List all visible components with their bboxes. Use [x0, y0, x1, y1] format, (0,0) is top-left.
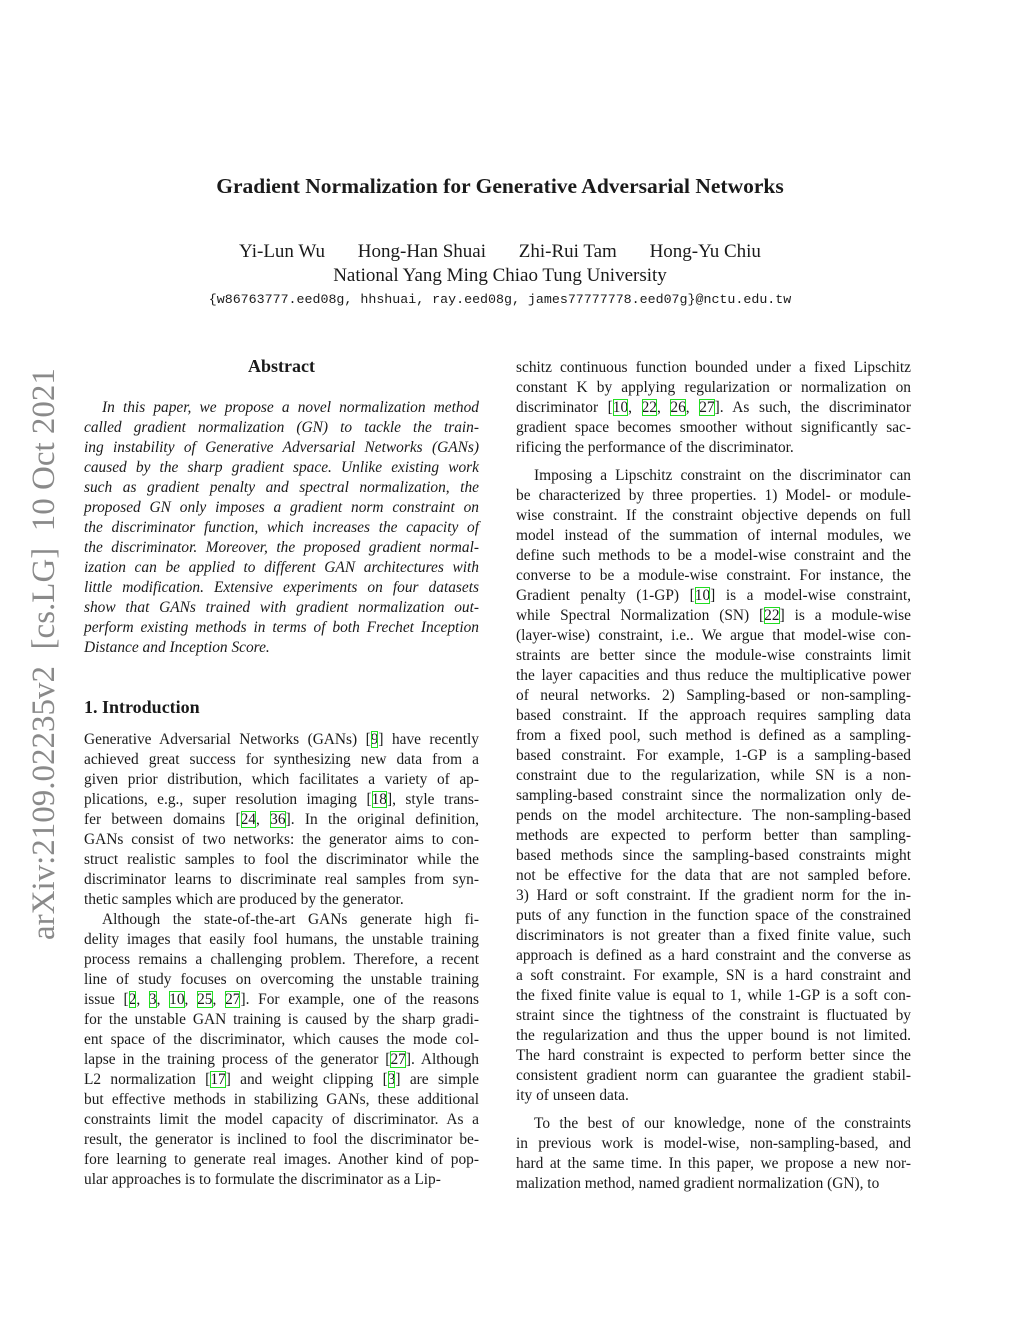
text-line: schitz continuous function bounded under a fixed Lipschitz [516, 359, 911, 376]
text-line: a soft constraint. For example, SN is a hard constraint and [516, 967, 911, 984]
text-line: To the best of our knowledge, none of the constraints [534, 1115, 911, 1132]
author: Yi-Lun Wu [239, 241, 326, 262]
text-line: while Spectral Normalization (SN) [22] is a module-wise [516, 607, 911, 624]
text-line: the layer capacities and thus reduce the multiplicative power [516, 667, 911, 684]
text-line: little modification. Extensive experiments on four datasets [84, 579, 479, 596]
author-emails: {w86763777.eed08g, hhshuai, ray.eed08g, james77777778.eed07g}@nctu.edu.tw [208, 292, 792, 307]
body-paragraph [516, 466, 911, 1106]
author-list [0, 241, 1000, 263]
text-line: Distance and Inception Score. [84, 639, 270, 656]
text-line: such as gradient penalty and spectral normalization, the [84, 479, 479, 496]
text-line: straint since the tightness of the constraint is fluctuated by [516, 1007, 911, 1024]
text-line: the discriminator function, which increases the capacity of [84, 519, 479, 536]
paper-title: Gradient Normalization for Generative Adversarial Networks [216, 174, 784, 198]
body-paragraph [516, 358, 911, 458]
text-line: given prior distribution, which facilitates a variety of ap- [84, 771, 479, 788]
arxiv-identifier: arXiv:2109.02235v2 [cs.LG] 10 Oct 2021 [26, 368, 62, 940]
citation-link[interactable]: 9 [370, 731, 379, 748]
text-line: the discriminator. Moreover, the proposed gradient normal- [84, 539, 479, 556]
text-line: GANs consist of two networks: the generator aims to con- [84, 831, 479, 848]
text-line: plications, e.g., super resolution imaging [18], style trans- [84, 791, 479, 808]
text-line: constraints limit the model capacity of discriminator. As a [84, 1111, 479, 1128]
citation-link[interactable]: 3 [387, 1071, 396, 1088]
text-line: caused by the sharp gradient space. Unlike existing work [84, 459, 479, 476]
text-line: malization method, named gradient normalization (GN), to [516, 1175, 880, 1192]
text-line: Imposing a Lipschitz constraint on the discriminator can [534, 467, 911, 484]
text-line: consistent gradient norm can guarantee the gradient stabil- [516, 1067, 911, 1084]
citation-link[interactable]: 24 [240, 811, 256, 828]
text-line: Generative Adversarial Networks (GANs) [9] have recently [84, 731, 479, 748]
text-line: line of study focuses on overcoming the unstable training [84, 971, 479, 988]
text-line: thetic samples which are produced by the generator. [84, 891, 404, 908]
text-line: process remains a challenging problem. Therefore, a recent [84, 951, 479, 968]
citation-link[interactable]: 26 [670, 399, 686, 416]
text-line: constant K by applying regularization or normalization on [516, 379, 911, 396]
text-line: not be effective for the data that are not sampled before. [516, 867, 911, 884]
text-line: ular approaches is to formulate the discriminator as a Lip- [84, 1171, 441, 1188]
text-line: based methods since the sampling-based constraints might [516, 847, 911, 864]
text-line: ing instability of Generative Adversarial Networks (GANs) [84, 439, 479, 456]
citation-link[interactable]: 17 [210, 1071, 226, 1088]
text-line: in previous work is model-wise, non-sampling-based, and [516, 1135, 911, 1152]
text-line: 3) Hard or soft constraint. If the gradient norm for the in- [516, 887, 911, 904]
abstract-text [84, 398, 479, 658]
text-line: of neural networks. 2) Sampling-based or non-sampling- [516, 687, 911, 704]
text-line: called gradient normalization (GN) to tackle the train- [84, 419, 479, 436]
text-line: delity images that easily fool humans, the unstable training [84, 931, 479, 948]
text-line: converse to be a module-wise constraint. For instance, the [516, 567, 911, 584]
text-line: model instead of the summation of internal modules, we [516, 527, 911, 544]
text-line: sampling-based constraint since the normalization only de- [516, 787, 911, 804]
author: Hong-Yu Chiu [649, 241, 761, 262]
citation-link[interactable]: 3 [148, 991, 157, 1008]
text-line: discriminator learns to discriminate real samples from syn- [84, 871, 479, 888]
citation-link[interactable]: 27 [699, 399, 715, 416]
text-line: the fixed finite value is equal to 1, while 1-GP is a soft con- [516, 987, 911, 1004]
author: Zhi-Rui Tam [518, 241, 617, 262]
text-line: hard at the same time. In this paper, we propose a new nor- [516, 1155, 911, 1172]
right-column [516, 358, 911, 1202]
text-line: perform existing methods in terms of both Frechet Inception [84, 619, 479, 636]
text-line: ization can be applied to different GAN architectures with [84, 559, 479, 576]
text-line: lapse in the training process of the generator [27]. Although [84, 1051, 479, 1068]
text-line: Gradient penalty (1-GP) [10] is a model-wise constraint, [516, 587, 911, 604]
text-line: The hard constraint is expected to perform better since the [516, 1047, 911, 1064]
citation-link[interactable]: 2 [128, 991, 137, 1008]
text-line: approach is defined as a hard constraint and the converse as [516, 947, 911, 964]
text-line: define such methods to be a model-wise constraint and the [516, 547, 911, 564]
text-line: proposed GN only imposes a gradient norm constraint on [84, 499, 479, 516]
affiliation: National Yang Ming Chiao Tung University [333, 265, 667, 286]
text-line: result, the generator is inclined to fool the discriminator be- [84, 1131, 479, 1148]
citation-link[interactable]: 18 [371, 791, 387, 808]
text-line: show that GANs trained with gradient normalization out- [84, 599, 479, 616]
abstract-heading: Abstract [248, 356, 315, 376]
text-line: discriminator [10, 22, 26, 27]. As such, the discriminator [516, 399, 912, 416]
text-line: In this paper, we propose a novel normalization method [102, 399, 479, 416]
text-line: constraint due to the regularization, while SN is a non- [516, 767, 911, 784]
text-line: struct realistic samples to fool the discriminator while the [84, 851, 479, 868]
author: Hong-Han Shuai [357, 241, 486, 262]
text-line: the regularization and thus the upper bound is not limited. [516, 1027, 911, 1044]
text-line: ity of unseen data. [516, 1087, 629, 1104]
text-line: issue [2, 3, 10, 25, 27]. For example, one of the reasons [84, 991, 480, 1008]
citation-link[interactable]: 10 [694, 587, 711, 604]
text-line: gradient space becomes smoother without significantly sac- [516, 419, 911, 436]
citation-link[interactable]: 27 [225, 991, 241, 1008]
intro-paragraph [84, 910, 479, 1190]
text-line: fer between domains [24, 36]. In the original definition, [84, 811, 479, 828]
intro-paragraph [84, 730, 479, 910]
text-line: achieved great success for synthesizing new data from a [84, 751, 479, 768]
citation-link[interactable]: 22 [641, 399, 657, 416]
text-line: wise constraint. If the constraint objective depends on full [516, 507, 911, 524]
text-line: methods are expected to perform better than sampling- [516, 827, 911, 844]
text-line: based constraint. For example, 1-GP is a sampling-based [516, 747, 911, 764]
citation-link[interactable]: 10 [612, 399, 629, 416]
body-paragraph [516, 1114, 911, 1194]
text-line: based constraint. If the approach requires sampling data [516, 707, 911, 724]
citation-link[interactable]: 22 [764, 607, 780, 624]
citation-link[interactable]: 25 [197, 991, 213, 1008]
section-heading-introduction: 1. Introduction [84, 697, 200, 717]
citation-link[interactable]: 27 [390, 1051, 406, 1068]
text-line: be characterized by three properties. 1) Model- or module- [516, 487, 911, 504]
text-line: from a fixed pool, such method is defined as a sampling- [516, 727, 911, 744]
text-line: pends on the model architecture. The non-sampling-based [516, 807, 911, 824]
text-line: discriminators is not greater than a fixed finite value, such [516, 927, 911, 944]
citation-link[interactable]: 10 [169, 991, 185, 1008]
text-line: (layer-wise) constraint, i.e.. We argue that model-wise con- [516, 627, 911, 644]
citation-link[interactable]: 36 [270, 811, 286, 828]
text-line: but effective methods in stabilizing GANs, these additional [84, 1091, 479, 1108]
text-line: fore learning to generate real images. Another kind of pop- [84, 1151, 479, 1168]
text-line: ent space of the discriminator, which causes the mode col- [84, 1031, 479, 1048]
text-line: puts of any function in the function space of the constrained [516, 907, 911, 924]
text-line: for the unstable GAN training is caused by the sharp gradi- [84, 1011, 479, 1028]
text-line: straints are better since the module-wise constraints limit [516, 647, 911, 664]
text-line: L2 normalization [17] and weight clipping [3] are simple [84, 1071, 479, 1088]
text-line: Although the state-of-the-art GANs generate high fi- [102, 911, 479, 928]
left-column [84, 356, 479, 1198]
text-line: rificing the performance of the discriminator. [516, 439, 794, 456]
